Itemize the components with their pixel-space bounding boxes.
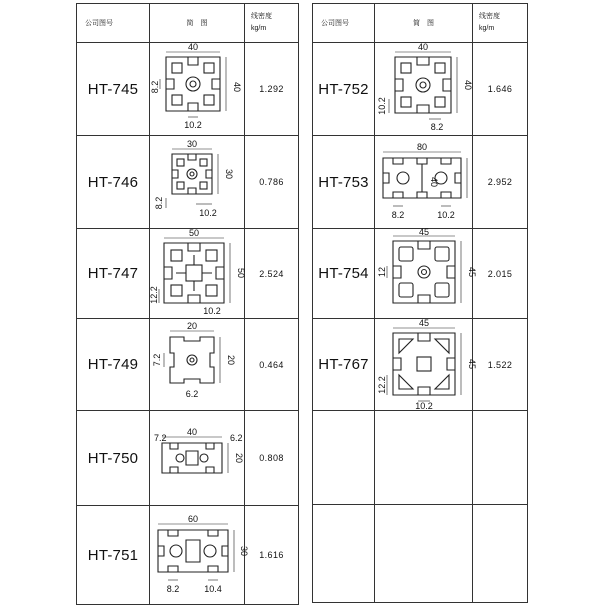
table-row bbox=[313, 229, 528, 319]
model-cell: HT-749 bbox=[77, 319, 150, 411]
weight-cell: 2.015 bbox=[473, 229, 528, 319]
left-header-row bbox=[77, 4, 299, 43]
profile-drawing-ht-749 bbox=[150, 319, 245, 410]
dim-width: 60 bbox=[187, 514, 199, 524]
model-cell: HT-754 bbox=[313, 229, 375, 319]
dim-width: 40 bbox=[417, 42, 429, 52]
model-header: 公司图号 bbox=[77, 4, 150, 43]
weight-cell: 0.786 bbox=[245, 136, 299, 229]
weight-header bbox=[245, 4, 299, 43]
dim-slot: 7.2 bbox=[154, 433, 167, 443]
weight-header-label: 线密度 bbox=[251, 13, 272, 20]
drawing-header: 简 图 bbox=[150, 4, 245, 43]
dim-slot: 8.2 bbox=[154, 196, 164, 210]
weight-header-unit: kg/m bbox=[251, 25, 267, 32]
dim-slot: 12.2 bbox=[377, 376, 387, 394]
profile-drawing-ht-754 bbox=[375, 227, 477, 318]
profile-drawing-cell bbox=[375, 411, 473, 505]
profile-drawing-cell bbox=[150, 506, 249, 605]
table-row bbox=[77, 229, 299, 319]
model-cell: HT-747 bbox=[77, 229, 150, 319]
profile-drawing-cell bbox=[150, 411, 245, 506]
profile-drawing-cell bbox=[150, 229, 245, 319]
drawing-header: 简 图 bbox=[375, 4, 473, 43]
table-row bbox=[313, 43, 528, 136]
profile-drawing-ht-745 bbox=[150, 43, 245, 135]
profile-drawing-cell bbox=[375, 136, 473, 229]
profile-drawing-cell bbox=[375, 227, 477, 319]
dim-opening: 10.2 bbox=[437, 210, 455, 220]
dim-slot: 8.2 bbox=[166, 584, 180, 594]
model-cell bbox=[313, 505, 375, 603]
dim-slot: 10.2 bbox=[377, 97, 387, 115]
profile-drawing-ht-746 bbox=[150, 136, 245, 228]
dim-opening: 10.2 bbox=[199, 208, 217, 218]
weight-header bbox=[473, 4, 528, 43]
profile-drawing-cell bbox=[375, 43, 473, 136]
model-header: 公司图号 bbox=[313, 4, 375, 43]
model-cell: HT-753 bbox=[313, 136, 375, 229]
weight-cell: 2.524 bbox=[245, 229, 299, 319]
profile-drawing-cell bbox=[375, 318, 477, 411]
dim-height: 45 bbox=[467, 266, 477, 278]
dim-width: 30 bbox=[186, 139, 198, 149]
table-row bbox=[77, 43, 299, 136]
dim-height: 45 bbox=[467, 358, 477, 370]
table-row bbox=[313, 319, 528, 411]
dim-height: 20 bbox=[234, 452, 244, 464]
table-row bbox=[77, 136, 299, 229]
dim-height: 40 bbox=[429, 176, 439, 188]
weight-cell: 1.292 bbox=[245, 43, 299, 136]
profile-drawing-ht-750 bbox=[150, 411, 245, 505]
dim-opening: 6.2 bbox=[185, 389, 199, 399]
dim-opening: 10.2 bbox=[184, 120, 202, 130]
weight-cell: 1.616 bbox=[245, 506, 299, 605]
model-cell: HT-750 bbox=[77, 411, 150, 506]
weight-header-label: 线密度 bbox=[479, 13, 500, 20]
dim-height: 30 bbox=[224, 168, 234, 180]
model-cell: HT-746 bbox=[77, 136, 150, 229]
dim-opening: 10.2 bbox=[203, 306, 221, 316]
table-row bbox=[313, 505, 528, 603]
table-row bbox=[77, 411, 299, 506]
weight-cell: 2.952 bbox=[473, 136, 528, 229]
dim-slot: 7.2 bbox=[152, 353, 162, 367]
weight-cell bbox=[473, 411, 528, 505]
profile-drawing-cell bbox=[150, 136, 245, 229]
profile-drawing-ht-752 bbox=[375, 43, 473, 135]
profile-drawing-ht-751 bbox=[150, 506, 249, 604]
table-row bbox=[77, 319, 299, 411]
dim-width: 45 bbox=[418, 318, 430, 328]
dim-opening: 10.4 bbox=[204, 584, 222, 594]
profile-drawing-cell bbox=[375, 505, 473, 603]
dim-opening: 10.2 bbox=[415, 401, 433, 411]
dim-slot: 12.2 bbox=[149, 286, 159, 304]
profile-drawing-ht-747 bbox=[150, 229, 245, 318]
table-row bbox=[77, 506, 299, 605]
weight-cell bbox=[473, 505, 528, 603]
weight-header-unit: kg/m bbox=[479, 25, 495, 32]
dim-width: 50 bbox=[188, 228, 200, 238]
weight-cell: 1.522 bbox=[473, 319, 528, 411]
profile-drawing-ht-753 bbox=[375, 136, 473, 228]
dim-height: 50 bbox=[236, 267, 246, 279]
model-cell: HT-751 bbox=[77, 506, 150, 605]
dim-slot: 12 bbox=[377, 266, 387, 278]
profile-drawing-cell bbox=[150, 43, 245, 136]
dim-width: 40 bbox=[187, 42, 199, 52]
left-catalog-table bbox=[76, 3, 299, 605]
dim-opening: 8.2 bbox=[430, 122, 444, 132]
dim-width: 20 bbox=[186, 321, 198, 331]
model-cell bbox=[313, 411, 375, 505]
profile-drawing-cell bbox=[150, 319, 245, 411]
weight-cell: 0.808 bbox=[245, 411, 299, 506]
dim-slot: 8.2 bbox=[391, 210, 405, 220]
right-catalog-table bbox=[312, 3, 528, 603]
dim-height: 30 bbox=[239, 545, 249, 557]
model-cell: HT-745 bbox=[77, 43, 150, 136]
dim-height: 40 bbox=[463, 79, 473, 91]
dim-width: 80 bbox=[416, 142, 428, 152]
right-header-row bbox=[313, 4, 528, 43]
dim-slot: 8.2 bbox=[150, 80, 160, 94]
model-cell: HT-752 bbox=[313, 43, 375, 136]
table-row bbox=[313, 411, 528, 505]
dim-opening: 6.2 bbox=[230, 433, 243, 443]
weight-cell: 1.646 bbox=[473, 43, 528, 136]
dim-height: 20 bbox=[226, 354, 236, 366]
table-row bbox=[313, 136, 528, 229]
weight-cell: 0.464 bbox=[245, 319, 299, 411]
dim-width: 45 bbox=[418, 227, 430, 237]
profile-drawing-ht-767 bbox=[375, 318, 477, 411]
model-cell: HT-767 bbox=[313, 319, 375, 411]
dim-width: 40 bbox=[186, 427, 198, 437]
dim-height: 40 bbox=[232, 81, 242, 93]
